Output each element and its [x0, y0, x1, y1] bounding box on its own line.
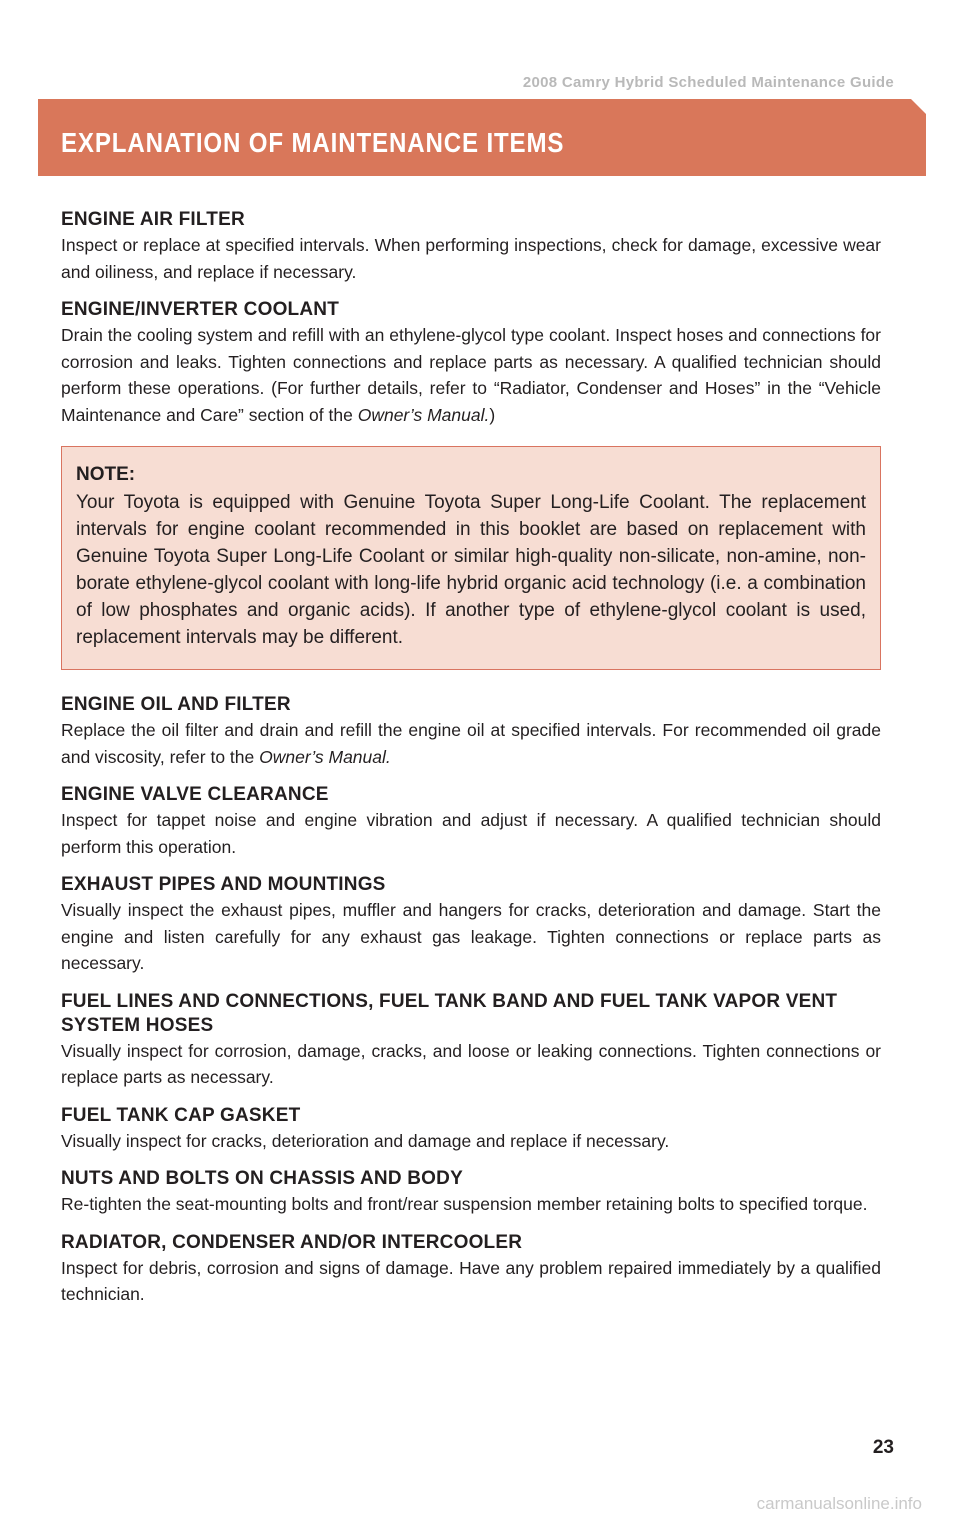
item-nuts-and-bolts: [61, 1167, 881, 1218]
item-fuel-tank-cap-gasket: [61, 1104, 881, 1155]
item-radiator-condenser: [61, 1231, 881, 1308]
owners-manual-ref: Owner’s Manual.: [259, 746, 391, 767]
watermark: carmanualsonline.info: [756, 1494, 922, 1513]
note-body: Your Toyota is equipped with Genuine Toyota Super Long-Life Coolant. The replacement intervals for engine coolant recommended in this booklet are based on replacement with Genuine Toyota Super Long-Life Coolant or similar high-quality non-silicate, non-amine, non-borate ethylene-glycol coolant with long-life hybrid organic acid technology (i.e. a combination of low phosphates and organic acids). If another type of ethylene-glycol coolant is used, replacement intervals may be different.: [76, 492, 866, 648]
item-body: Replace the oil filter and drain and refill the engine oil at specified intervals. For recommended oil grade and viscosity, refer to the Owner’s Manual.: [61, 720, 881, 767]
coolant-note-box: [61, 446, 881, 670]
section-title: EXPLANATION OF MAINTENANCE ITEMS: [61, 127, 565, 158]
item-body: Visually inspect the exhaust pipes, muffler and hangers for cracks, deterioration and damage. Start the engine and listen carefully for any exhaust gas leakage. Tighten connections or replace parts as necessary.: [61, 900, 881, 973]
item-title: RADIATOR, CONDENSER AND/OR INTERCOOLER: [61, 1231, 523, 1253]
item-engine-inverter-coolant: [61, 298, 881, 428]
item-body: Inspect for tappet noise and engine vibration and adjust if necessary. A qualified technician should perform this operation.: [61, 810, 881, 857]
banner-corner-fold: [911, 99, 927, 115]
item-title: ENGINE OIL AND FILTER: [61, 694, 291, 715]
item-title: FUEL TANK CAP GASKET: [61, 1104, 301, 1126]
maintenance-items: [61, 208, 881, 1321]
item-title: FUEL LINES AND CONNECTIONS, FUEL TANK BAND AND FUEL TANK VAPOR VENT SYSTEM HOSES: [61, 990, 838, 1036]
note-title: NOTE:: [76, 464, 136, 485]
item-body: Drain the cooling system and refill with an ethylene-glycol type coolant. Inspect hoses and connections for corrosion and leaks. Tighten connections and replace parts as necessary. A qualified technician should perform these operations. (For further details, refer to “Radiator, Condenser and Hoses” in the “Vehicle Maintenance and Care” section of the Owner’s Manual.): [61, 325, 881, 425]
item-title: EXHAUST PIPES AND MOUNTINGS: [61, 874, 386, 895]
item-title: ENGINE VALVE CLEARANCE: [61, 784, 329, 805]
item-exhaust-pipes: [61, 873, 881, 977]
item-engine-air-filter: [61, 208, 881, 285]
item-engine-oil-and-filter: [61, 693, 881, 770]
item-body: Inspect or replace at specified intervals. When performing inspections, check for damage, excessive wear and oiliness, and replace if necessary.: [61, 235, 881, 282]
item-body: Visually inspect for cracks, deterioration and damage and replace if necessary.: [61, 1130, 670, 1151]
item-body: Re-tighten the seat-mounting bolts and front/rear suspension member retaining bolts to specified torque.: [61, 1194, 868, 1214]
item-body: Visually inspect for corrosion, damage, cracks, and loose or leaking connections. Tighten connections or replace parts as necessary.: [61, 1040, 881, 1087]
item-body: Inspect for debris, corrosion and signs of damage. Have any problem repaired immediately by a qualified technician.: [61, 1257, 881, 1304]
owners-manual-ref: Owner’s Manual.: [357, 404, 490, 425]
page-number: 23: [872, 1437, 894, 1458]
section-banner: [38, 99, 926, 176]
item-fuel-lines: [61, 990, 881, 1091]
item-title: ENGINE/INVERTER COOLANT: [61, 299, 340, 320]
item-engine-valve-clearance: [61, 783, 881, 860]
item-title: ENGINE AIR FILTER: [61, 209, 245, 230]
guide-title: 2008 Camry Hybrid Scheduled Maintenance Guide: [522, 74, 894, 91]
item-title: NUTS AND BOLTS ON CHASSIS AND BODY: [61, 1168, 463, 1189]
